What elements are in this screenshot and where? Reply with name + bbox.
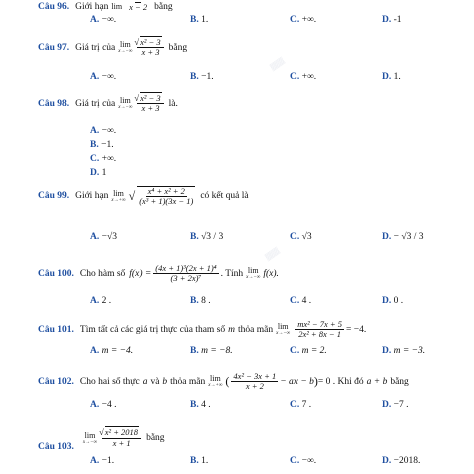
- option-d: D. m = −3.: [382, 346, 426, 356]
- question-text: Giới hạn: [75, 191, 109, 202]
- option-a: A. m = −4.: [90, 346, 134, 356]
- option-c: C. +∞.: [290, 72, 317, 82]
- limit-symbol: lim x→−∞: [118, 96, 133, 111]
- question-text: a + b: [366, 376, 388, 387]
- question-text: Cho hai số thực: [79, 376, 140, 387]
- option-c: C. m = 2.: [290, 346, 327, 356]
- option-a: A. −∞.: [90, 15, 117, 25]
- fraction: √ $\frac{\text{x² − 3}}{x + 3}$: [137, 38, 163, 58]
- limit-symbol: lim x→−∞: [118, 40, 133, 55]
- question-text: − ax − b: [280, 376, 314, 387]
- option-d: D. 1.: [382, 72, 401, 82]
- question-text: là.: [168, 98, 178, 109]
- option-d: D. 1: [90, 168, 107, 178]
- question-text: Tìm tất cả các giá trị thực của tham số: [79, 324, 226, 335]
- var-a: a: [142, 376, 148, 387]
- question-text: thỏa mãn: [170, 376, 206, 387]
- question-number: Câu 97.: [38, 42, 70, 53]
- question-number: Câu 99.: [38, 191, 70, 202]
- question-number: Câu 103.: [38, 442, 74, 452]
- question-number: Câu 102.: [38, 376, 74, 387]
- option-b: B. m = −8.: [190, 346, 233, 356]
- question-101: [38, 320, 366, 340]
- fraction: √ $\frac{\text{x² + 2018}}{x + 1}$: [102, 428, 141, 448]
- question-103: [38, 424, 165, 452]
- limit-symbol: lim x→+∞: [111, 188, 126, 203]
- question-text: có kết quả là: [200, 191, 249, 202]
- watermark: ▒▒▒: [264, 246, 281, 262]
- option-c: C. −∞.: [290, 456, 317, 466]
- question-text: Giá trị của: [75, 42, 116, 53]
- option-c: C. +∞.: [90, 154, 117, 164]
- option-b: B. 4 .: [190, 400, 211, 410]
- option-b: B. 1.: [190, 15, 209, 25]
- option-d: D. −7 .: [382, 400, 409, 410]
- question-text: = 0 . Khi đó: [317, 376, 364, 387]
- question-text: f(x).: [263, 268, 279, 279]
- option-c: C. +∞.: [290, 15, 317, 25]
- option-c: C. √3: [290, 232, 312, 242]
- function-name: f(x) =: [129, 268, 152, 279]
- option-a: A. 2 .: [90, 296, 112, 306]
- option-d: D. −2018.: [382, 456, 421, 466]
- option-c: C. 4 .: [290, 296, 312, 306]
- watermark: ▒▒▒: [269, 56, 286, 72]
- fraction: $\frac{\text{x⁴ + x² + 2}}{\text{(x³ + 1)(3x − 1)}}$: [139, 186, 194, 207]
- var-b: b: [162, 376, 168, 387]
- question-text: bằng: [146, 433, 165, 443]
- question-97: [38, 38, 187, 58]
- question-text: = −4.: [345, 324, 367, 335]
- fraction: [127, 0, 149, 12]
- question-text: Giới hạn: [75, 2, 109, 12]
- sqrt-symbol: √: [128, 188, 136, 203]
- option-b: B. −1.: [190, 72, 214, 82]
- question-102: Câu 102. Cho hai số thực a và b thỏa mãn lim x→+∞ ( $\frac{\text{4x² − 3x + 1}}{x + 2}$ − ax − b ) = 0 . Khi đó a + b bằng: [38, 371, 409, 392]
- question-text: . Tính: [220, 268, 244, 279]
- question-text: Cho hàm số: [79, 268, 126, 279]
- question-99: [38, 186, 249, 207]
- question-text: bằng: [168, 42, 188, 53]
- option-a: A. −√3: [90, 232, 117, 242]
- option-d: D. − √3 / 3: [382, 232, 424, 242]
- fraction: $\frac{\text{mx² − 7x + 5}}{\text{2x² + 8x − 1}}$: [297, 319, 342, 340]
- param-m: m: [228, 324, 235, 335]
- fraction: √ $\frac{\text{x² − 3}}{x + 3}$: [137, 94, 163, 114]
- limit-symbol: lim x→−∞: [246, 266, 261, 281]
- limit-symbol: lim x→+∞: [208, 374, 223, 389]
- denominator: x − 2: [129, 1, 148, 12]
- question-text: bằng: [154, 2, 173, 12]
- option-a: A. −∞.: [90, 72, 117, 82]
- question-number: Câu 96.: [38, 2, 70, 12]
- question-text: Giá trị của: [75, 98, 116, 109]
- question-98: [38, 94, 178, 114]
- question-number: Câu 100.: [38, 268, 74, 279]
- fraction: $\frac{\text{(4x + 1)³(2x + 1)⁴}}{\text{(3 + 2x)⁷}}$: [155, 263, 217, 284]
- option-d: D. -1: [382, 15, 402, 25]
- question-text: bằng: [390, 376, 409, 387]
- question-100: [38, 264, 279, 284]
- question-text: thỏa mãn: [238, 324, 274, 335]
- option-d: D. 0 .: [382, 296, 404, 306]
- option-b: B. √3 / 3: [190, 232, 224, 242]
- question-96: [38, 2, 173, 12]
- option-b: B. −1.: [90, 140, 114, 150]
- option-a: A. −4 .: [90, 400, 117, 410]
- limit-symbol: lim x→−∞: [82, 430, 98, 445]
- limit-symbol: lim x→−∞: [276, 322, 291, 337]
- option-b: B. 8 .: [190, 296, 211, 306]
- fraction: $\frac{\text{4x² − 3x + 1}}{x + 2}$: [233, 371, 277, 392]
- question-number: Câu 101.: [38, 324, 74, 335]
- question-text: và: [150, 376, 160, 387]
- option-a: A. −1.: [90, 456, 115, 466]
- option-c: C. 7 .: [290, 400, 312, 410]
- option-a: A. −∞.: [90, 126, 117, 136]
- limit-symbol: lim: [111, 2, 123, 11]
- question-number: Câu 98.: [38, 98, 70, 109]
- option-b: B. 1.: [190, 456, 209, 466]
